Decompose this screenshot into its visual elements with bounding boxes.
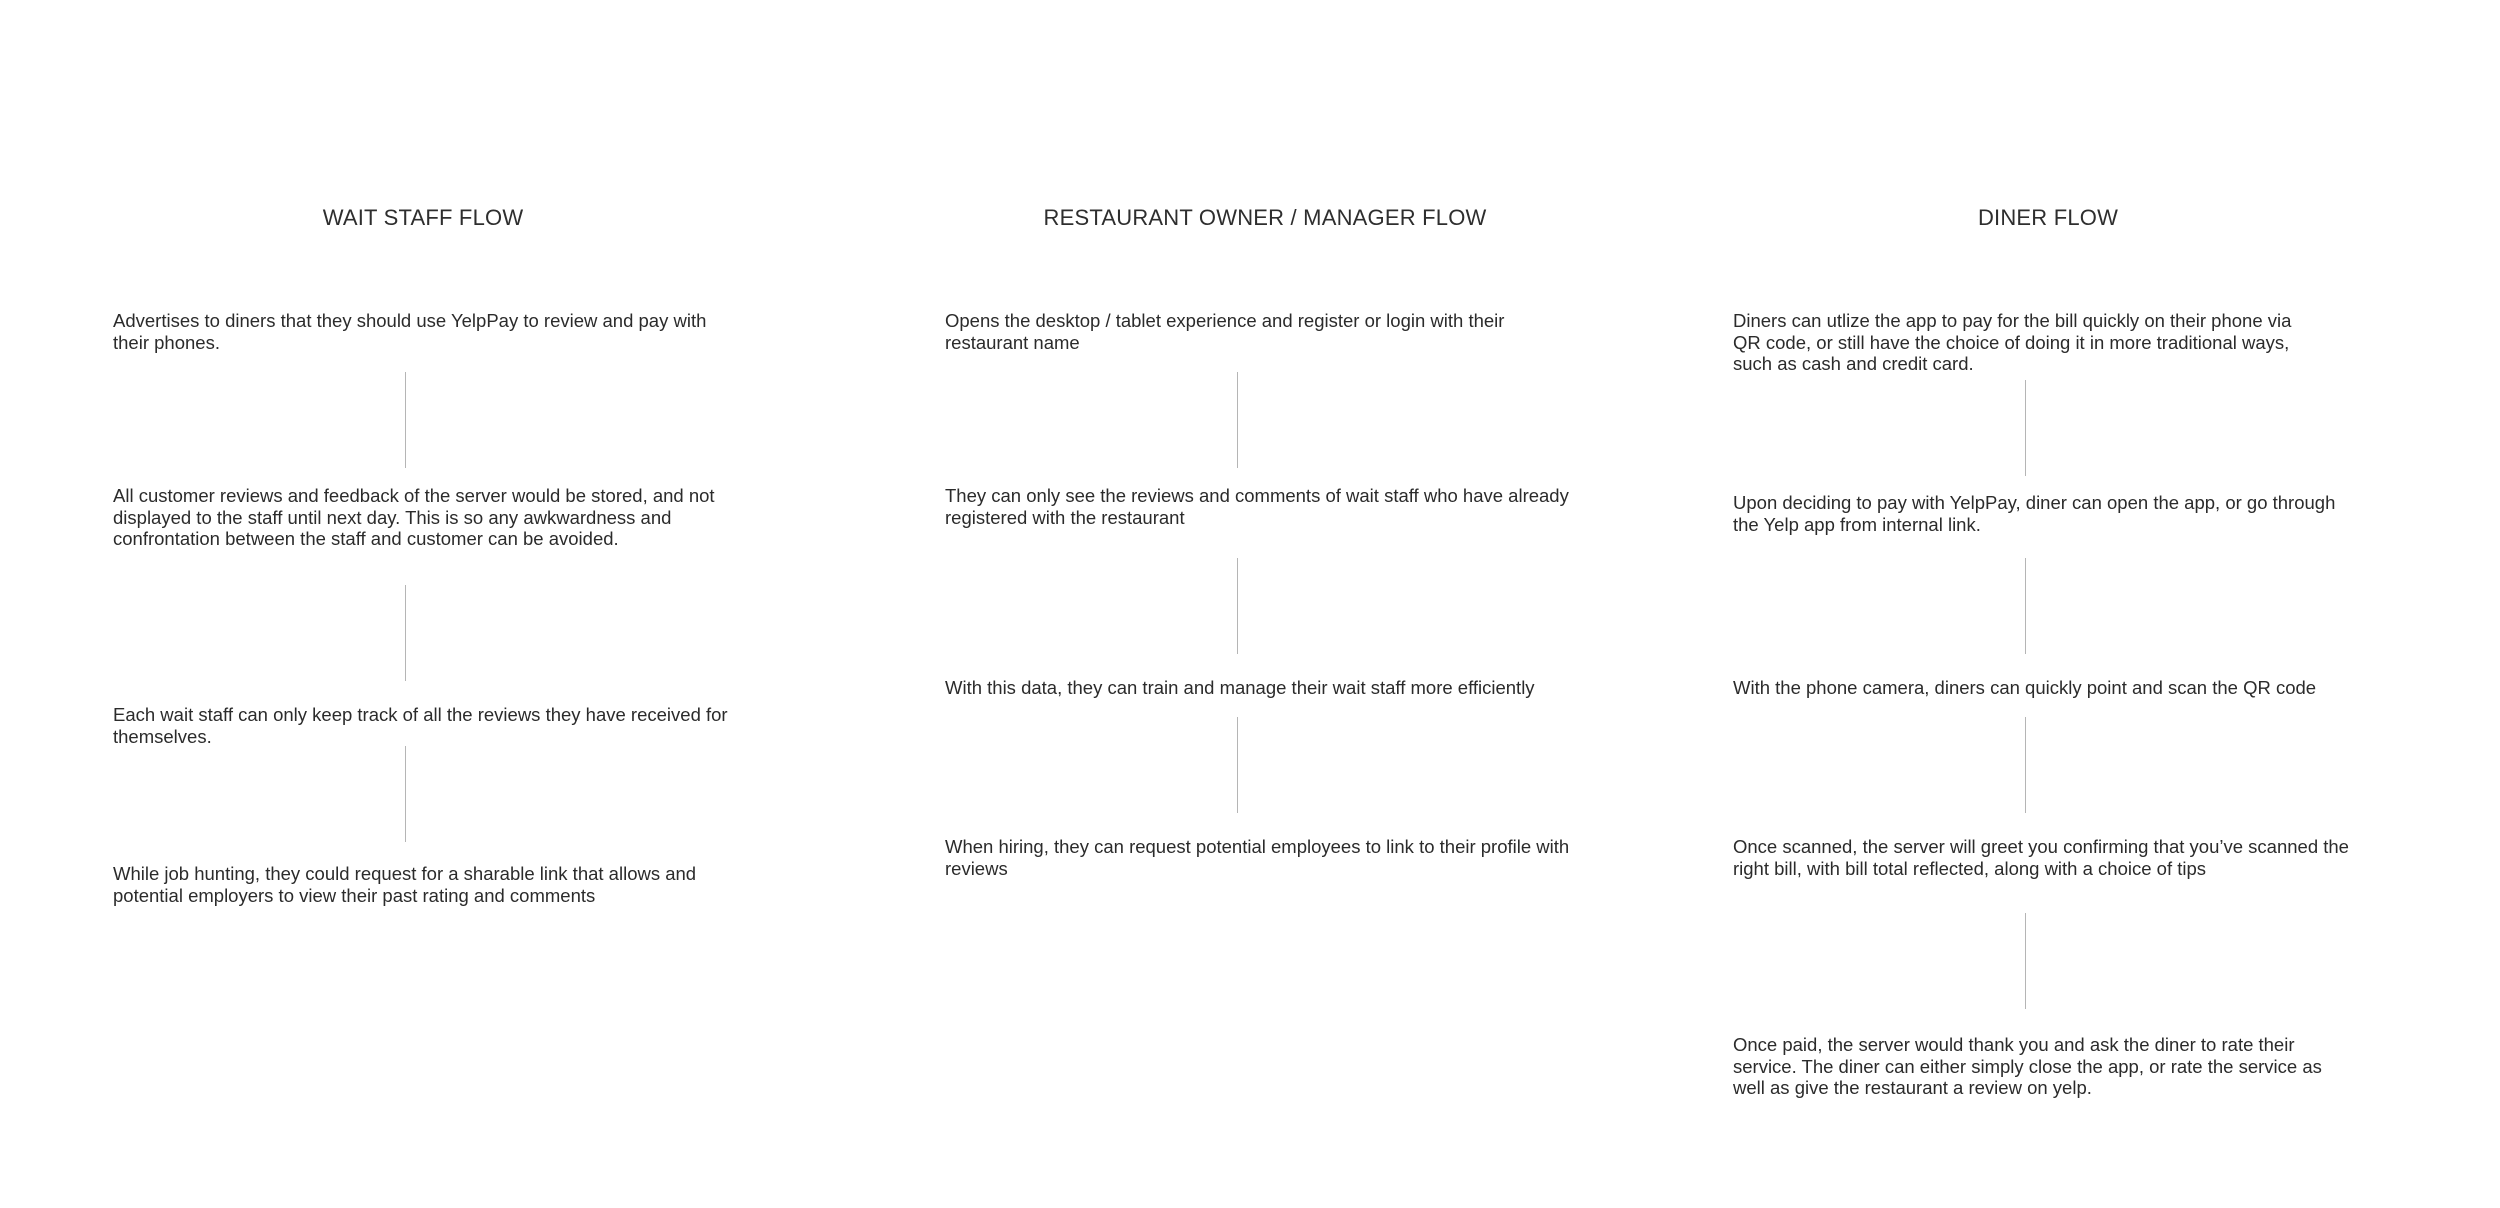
diner-connector-4 bbox=[2025, 913, 2026, 1009]
wait-staff-flow-column bbox=[113, 0, 733, 1208]
wait-staff-connector-1 bbox=[405, 372, 406, 468]
manager-flow-column bbox=[945, 0, 1585, 1208]
manager-connector-2 bbox=[1237, 558, 1238, 654]
manager-step-4: When hiring, they can request potential employees to link to their profile with reviews bbox=[945, 836, 1570, 879]
manager-flow-title: RESTAURANT OWNER / MANAGER FLOW bbox=[1043, 205, 1487, 230]
diner-step-1: Diners can utlize the app to pay for the bill quickly on their phone via QR code, or still have the choice of doing it in more traditional ways, such as cash and credit card. bbox=[1733, 310, 2292, 374]
wait-staff-flow-title: WAIT STAFF FLOW bbox=[322, 205, 524, 230]
manager-connector-1 bbox=[1237, 372, 1238, 468]
diner-step-5: Once paid, the server would thank you and ask the diner to rate their service. The diner can either simply close the app, or rate the service as well as give the restaurant a review on yelp. bbox=[1733, 1034, 2322, 1098]
manager-step-2: They can only see the reviews and comments of wait staff who have already registered with the restaurant bbox=[945, 485, 1569, 528]
diner-step-3: With the phone camera, diners can quickly point and scan the QR code bbox=[1733, 677, 2317, 698]
wait-staff-connector-2 bbox=[405, 585, 406, 681]
wait-staff-step-1: Advertises to diners that they should use YelpPay to review and pay with their phones. bbox=[113, 310, 707, 353]
wait-staff-step-2: All customer reviews and feedback of the server would be stored, and not displayed to the staff until next day. This is so any awkwardness and confrontation between the staff and customer can be avoided. bbox=[113, 485, 715, 549]
wait-staff-step-3: Each wait staff can only keep track of all the reviews they have received for themselves. bbox=[113, 704, 728, 747]
manager-step-1: Opens the desktop / tablet experience and register or login with their restaurant name bbox=[945, 310, 1505, 353]
wait-staff-step-4: While job hunting, they could request for a sharable link that allows and potential employers to view their past rating and comments bbox=[113, 863, 697, 906]
diner-flow-column bbox=[1733, 0, 2363, 1208]
diner-flow-title: DINER FLOW bbox=[1977, 205, 2119, 230]
diner-connector-3 bbox=[2025, 717, 2026, 813]
diner-step-2: Upon deciding to pay with YelpPay, diner can open the app, or go through the Yelp app from internal link. bbox=[1733, 492, 2336, 535]
wait-staff-connector-3 bbox=[405, 746, 406, 842]
diner-connector-1 bbox=[2025, 380, 2026, 476]
manager-step-3: With this data, they can train and manage their wait staff more efficiently bbox=[945, 677, 1535, 698]
diner-step-4: Once scanned, the server will greet you confirming that you’ve scanned the right bill, with bill total reflected, along with a choice of tips bbox=[1733, 836, 2349, 879]
diner-connector-2 bbox=[2025, 558, 2026, 654]
manager-connector-3 bbox=[1237, 717, 1238, 813]
